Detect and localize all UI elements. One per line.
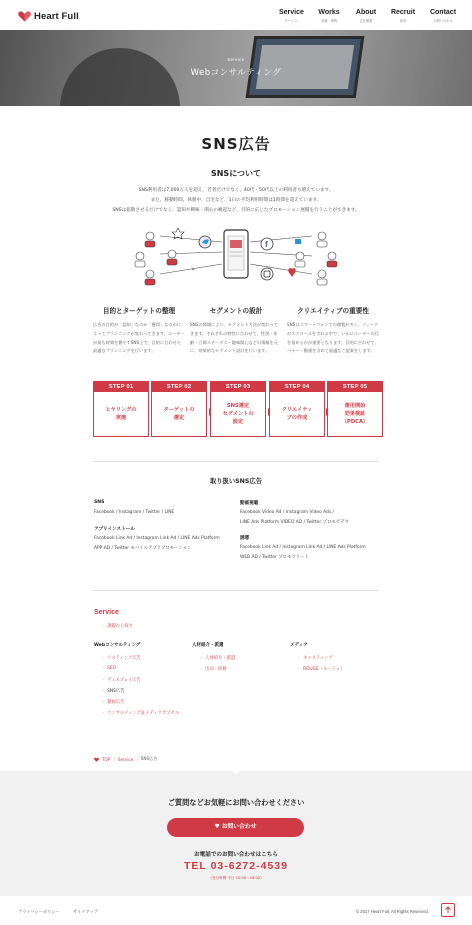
feature-text: SNSの情報により、セグメント方法が変わってきます。それぞれの特性に合わせて、性別・年齢・立場ステータス・趣味関心などの情報を元に、効果的なセグメント設計を行います。	[190, 322, 278, 354]
step-card	[269, 381, 325, 437]
business-hours: （受付時間 平日 10:00～18:00）	[208, 876, 264, 880]
scroll-to-top-button[interactable]	[441, 903, 455, 917]
contact-title: ご質問などお気軽にお問い合わせください	[167, 798, 305, 807]
divider	[93, 590, 378, 591]
bullet-icon: –	[298, 656, 301, 661]
service-col-head: Webコンサルティング	[94, 643, 141, 648]
step-label: STEP 05	[328, 382, 382, 392]
nav-sublabel: サービス	[284, 19, 298, 23]
feature-title: セグメントの設計	[209, 307, 263, 315]
footer-link-privacy[interactable]: プライバシーポリシー	[18, 909, 60, 914]
logo-text: Heart Full	[34, 10, 79, 22]
media-text: LINE Ads Platform VIDEO AD / Twitter プロモビデオ	[240, 520, 349, 525]
link-label: 人材紹介・派遣	[205, 656, 236, 661]
nav-label: Recruit	[390, 9, 416, 16]
service-col-head: 人材紹介・派遣	[192, 643, 224, 648]
hero-subtitle: Service	[227, 57, 245, 62]
step-text: SNS選定 セグメントの 設定	[222, 403, 254, 425]
nav-sublabel: 実績・事例	[321, 19, 337, 23]
feature-text: SNSはスマートフォンでの閲覧が多く、フィードがスクロールをされる中で、いかにユーザーの目を留めるかが重要となります。目的に合わせて、バナー・動画を含めて最適なご提案をします。	[287, 322, 379, 354]
breadcrumb	[94, 756, 158, 762]
media-text: Facebook Link Ad / Instagram Link Ad / LINE Ads Platform	[94, 536, 220, 541]
phone-label: お電話でのお問い合わせはこちら	[194, 852, 278, 858]
step-card	[151, 381, 207, 437]
step-label: STEP 04	[270, 382, 324, 392]
step-text: ヒヤリングの 実施	[105, 407, 137, 421]
link-label: ROUGE（ルージュ）	[303, 667, 345, 672]
service-link-issues[interactable]	[102, 623, 133, 629]
nav-sublabel: 採用	[399, 19, 407, 23]
heart-icon	[94, 757, 99, 762]
link-label: 動画広告	[107, 700, 125, 705]
feature-title: クリエイティブの重要性	[297, 307, 369, 315]
link-label: SNS広告	[107, 689, 125, 694]
service-link[interactable]	[200, 655, 235, 661]
service-link[interactable]	[298, 666, 344, 672]
step-card	[210, 381, 266, 437]
svg-text:f: f	[265, 240, 268, 249]
bullet-icon: –	[200, 667, 203, 672]
service-link[interactable]	[102, 655, 141, 661]
hero-title: Webコンサルティング	[190, 68, 282, 78]
heart-logo-icon	[18, 11, 31, 22]
link-label: コンサルティング＆メディアカプセル	[107, 711, 180, 716]
step-label: STEP 03	[211, 382, 265, 392]
link-label: ディスプレイ広告	[107, 678, 141, 683]
bullet-icon: –	[102, 678, 105, 683]
bullet-icon: –	[102, 700, 105, 705]
contact-button-label: お問い合わせ	[221, 824, 257, 830]
intro-line: SNSは拡散させるだけでなく、認知や興味・関心の喚起など、目的に応じたプロモーション展開を行うことができます。	[112, 208, 360, 213]
service-link[interactable]	[102, 699, 124, 705]
service-col-head: メディア	[290, 643, 308, 648]
nav-item-about[interactable]	[355, 9, 377, 23]
service-link[interactable]	[200, 666, 227, 672]
step-label: STEP 01	[94, 382, 148, 392]
bullet-icon: –	[102, 666, 105, 671]
breadcrumb-separator: /	[113, 756, 115, 762]
nav-sublabel: 会社概要	[359, 19, 373, 23]
bullet-icon: –	[298, 667, 301, 672]
feature-text: 広告の目的が「認知」なのか「獲得」なのかによってプランニングが変わってきます。ユーザーが最も時間を費やすSNS上で、目的に合わせた最適なプランニングを行います。	[93, 322, 185, 354]
page-title: SNS広告	[201, 135, 271, 153]
breadcrumb-home[interactable]: TOP	[102, 756, 111, 762]
intro-line: SNS利用者は7,000万人を超え、若者だけでなく、40代・50代以上の利用者も増えています。	[138, 188, 334, 193]
link-label: 課題から探す	[107, 624, 133, 629]
heart-icon: ♥	[214, 824, 222, 830]
media-text: Facebook Video Ad / Instagram Video Ads /	[240, 510, 335, 515]
contact-button[interactable]	[167, 818, 304, 837]
media-text: WEB AD / Twitter プロモツイート	[240, 555, 309, 560]
nav-label: About	[355, 9, 377, 16]
service-link-current[interactable]	[102, 688, 124, 694]
bullet-icon: –	[102, 656, 105, 661]
footer-link-sitemap[interactable]: サイトマップ	[73, 909, 98, 914]
nav-item-recruit[interactable]	[389, 9, 417, 23]
nav-label: Works	[318, 9, 340, 16]
sns-illustration	[130, 224, 342, 292]
bullet-icon: –	[102, 689, 105, 694]
media-head-sns: SNS	[94, 500, 105, 505]
service-link[interactable]	[298, 655, 333, 661]
link-label: リスティング広告	[107, 656, 141, 661]
nav-label: Contact	[429, 9, 457, 16]
step-card	[93, 381, 149, 437]
nav-label: Service	[279, 9, 304, 16]
breadcrumb-separator: /	[136, 756, 138, 762]
step-text: クリエイティ ブの作成	[281, 407, 313, 421]
bullet-icon: –	[102, 624, 105, 629]
service-link[interactable]	[102, 710, 179, 716]
link-label: SEO	[107, 666, 116, 671]
service-menu-title: Service	[94, 609, 119, 616]
step-text: 運用開始 効果検証 （PDCA）	[341, 403, 369, 425]
breadcrumb-current: SNS広告	[140, 756, 158, 761]
bullet-icon: –	[200, 656, 203, 661]
media-text: Facebook / Instagram / Twitter / LINE	[94, 510, 175, 515]
step-label: STEP 02	[152, 382, 206, 392]
bullet-icon: –	[102, 711, 105, 716]
media-text: Facebook Link Ad / Instagram Link Ad / LINE Ads Platform	[240, 545, 366, 550]
service-link[interactable]	[102, 666, 116, 671]
intro-line: また、移動時間、休憩中、自宅など、1日の平均利用時間は1時間を超えています。	[150, 198, 322, 203]
section-title-about-sns: SNSについて	[210, 169, 262, 178]
nav-sublabel: お問い合わせ	[433, 19, 453, 23]
nav-item-works[interactable]	[318, 9, 340, 23]
logo[interactable]	[18, 9, 79, 23]
breadcrumb-service[interactable]: Service	[117, 756, 134, 762]
media-head-traffic: 誘導	[240, 536, 250, 541]
media-head-app: アプリインストール	[94, 527, 135, 532]
nav-item-service[interactable]	[279, 9, 303, 23]
section-title-media: 取り扱いSNS広告	[209, 478, 263, 485]
feature-title: 目的とターゲットの整理	[102, 307, 176, 315]
svg-text:❞: ❞	[192, 268, 195, 274]
media-text: APP AD / Twitter モバイルアプリプロモーション	[94, 546, 192, 551]
copyright: © 2017 Heart Full. All Rights Reserved.	[356, 909, 429, 914]
phone-number[interactable]: TEL 03-6272-4539	[184, 860, 288, 872]
media-head-video: 動画視聴	[240, 501, 259, 506]
step-card	[327, 381, 383, 437]
link-label: 出向・研修	[205, 667, 227, 672]
step-text: ターゲットの 選定	[163, 407, 195, 421]
service-link[interactable]	[102, 677, 141, 683]
nav-item-contact[interactable]	[429, 9, 457, 23]
arrow-up-icon	[442, 904, 454, 916]
link-label: キャスティング	[303, 656, 333, 661]
divider	[93, 461, 378, 462]
